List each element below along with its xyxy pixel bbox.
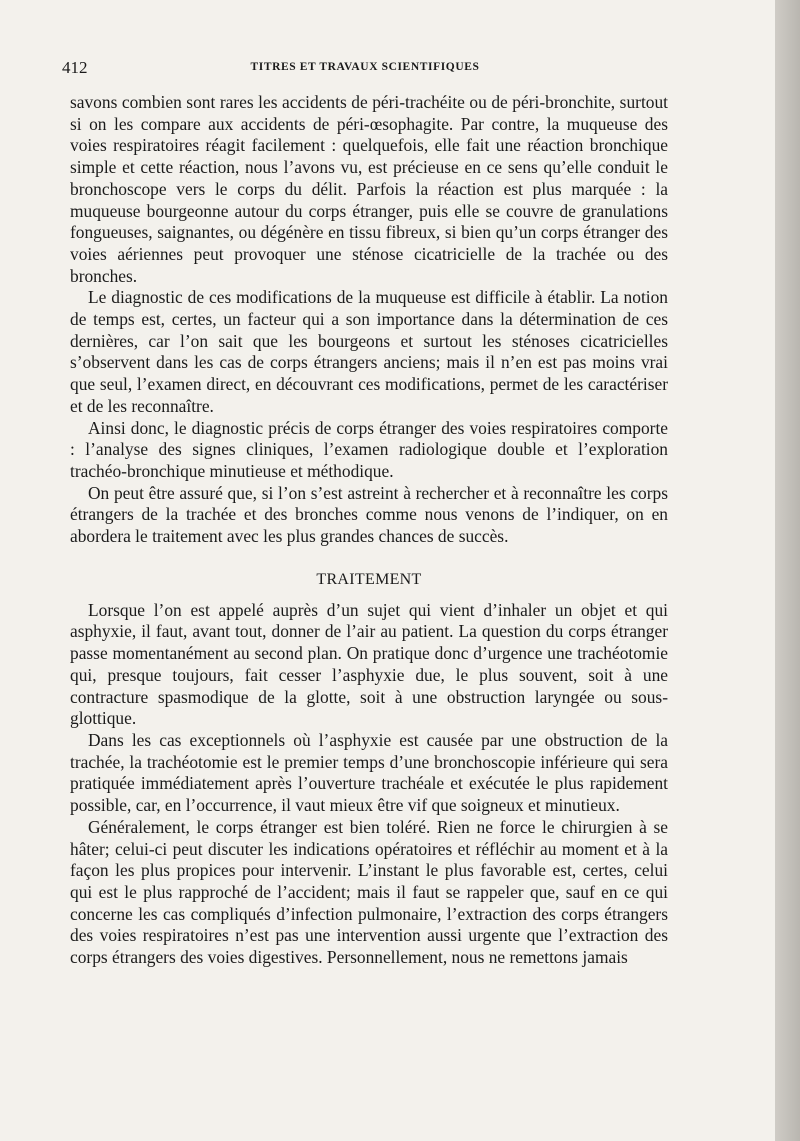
page-edge-shadow: [775, 0, 800, 1141]
paragraph: On peut être assuré que, si l’on s’est astreint à rechercher et à reconnaître les corps étrangers de la trachée et des bronches comme nous venons de l’indiquer, on en abordera le traitement avec les plus grandes chances de succès.: [70, 482, 668, 547]
body-text: [70, 92, 668, 969]
section-heading: TRAITEMENT: [316, 570, 422, 588]
paragraph: Dans les cas exceptionnels où l’asphyxie est causée par une obstruction de la trachée, la trachéotomie est le premier temps d’une bronchoscopie inférieure qui sera pratiquée immédiatement après l’ouverture trachéale et exécutée le plus rapidement possible, car, en l’occurrence, il vaut mieux être vif que soigneux et minutieux.: [70, 729, 668, 816]
paragraph: Ainsi donc, le diagnostic précis de corps étranger des voies respiratoires comporte : l’analyse des signes cliniques, l’examen radiologique double et l’exploration trachéo-bronchique minutieuse et méthodique.: [70, 417, 668, 481]
paragraph: Généralement, le corps étranger est bien toléré. Rien ne force le chirurgien à se hâter; celui-ci peut discuter les indications opératoires et réfléchir au moment et à la façon les plus propices pour intervenir. L’instant le plus favorable est, certes, celui qui est le plus rapproché de l’accident; mais il faut se rappeler que, sauf en ce qui concerne les cas compliqués d’infection pulmonaire, l’extraction des corps étrangers des voies respiratoires n’est pas une intervention aussi urgente que l’extraction des corps étrangers des voies digestives. Personnellement, nous ne remettons jamais: [70, 816, 668, 968]
page-header: [62, 58, 668, 80]
paragraph: Lorsque l’on est appelé auprès d’un sujet qui vient d’inhaler un objet et qui asphyxie, il faut, avant tout, donner de l’air au patient. La question du corps étranger passe momentanément au second plan. On pratique donc d’urgence une trachéotomie qui, presque toujours, fait cesser l’asphyxie due, le plus souvent, soit à une contracture spasmodique de la glotte, soit à une obstruction laryngée ou sous-glottique.: [70, 599, 668, 729]
running-title: TITRES ET TRAVAUX SCIENTIFIQUES: [250, 61, 480, 73]
page-number: 412: [62, 58, 88, 77]
paragraph: Le diagnostic de ces modifications de la muqueuse est difficile à établir. La notion de temps est, certes, un facteur qui a son importance dans la détermination de ces dernières, car l’on sait que les bourgeons et surtout les sténoses cicatricielles s’observent dans les cas de corps étrangers anciens; mais il n’en est pas moins vrai que seul, l’examen direct, en découvrant ces modifications, permet de les caractériser et de les reconnaître.: [70, 287, 668, 416]
paragraph: savons combien sont rares les accidents de péri-trachéite ou de péri-bronchite, surtout si on les compare aux accidents de péri-œsophagite. Par contre, la muqueuse des voies respiratoires réagit facilement : quelquefois, elle fait une réaction bronchique simple et cette réaction, nous l’avons vu, est précieuse en ce sens qu’elle conduit le bronchoscope vers le corps du délit. Parfois la réaction est plus marquée : la muqueuse bourgeonne autour du corps étranger, puis elle se couvre de granulations fongueuses, saignantes, ou dégénère en tissu fibreux, si bien qu’un corps étranger des voies aériennes peut provoquer une sténose cicatricielle de la trachée ou des bronches.: [70, 92, 668, 286]
